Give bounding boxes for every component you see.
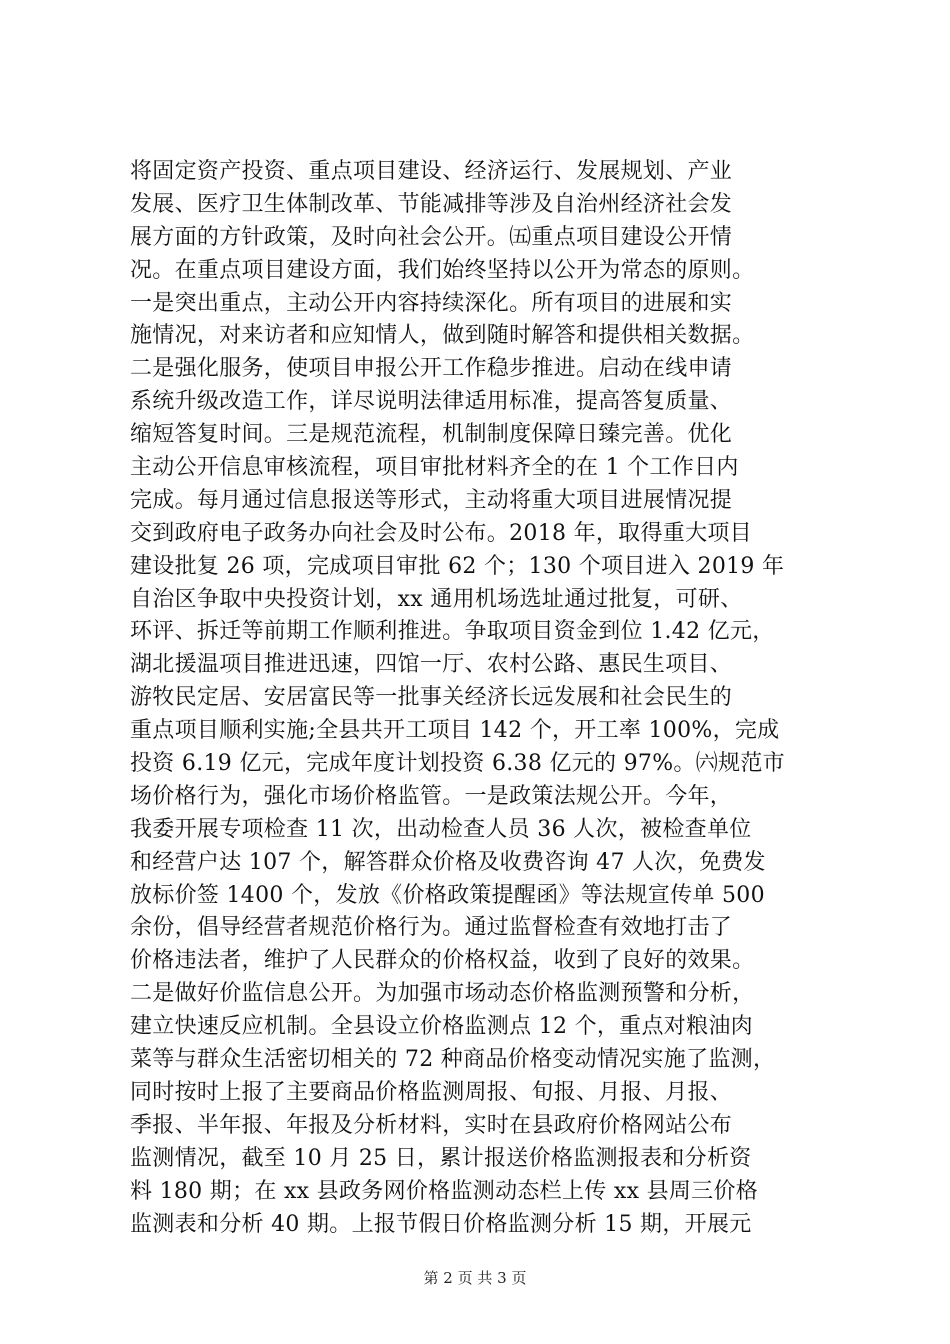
text-line: 我委开展专项检查 11 次，出动检查人员 36 人次，被检查单位 (130, 816, 752, 842)
text-line: 一是突出重点，主动公开内容持续深化。所有项目的进展和实 (130, 290, 733, 316)
text-line: 料 180 期；在 xx 县政务网价格监测动态栏上传 xx 县周三价格 (130, 1178, 759, 1204)
text-line: 系统升级改造工作，详尽说明法律适用标准，提高答复质量、 (130, 389, 733, 415)
text-line: 和经营户达 107 个，解答群众价格及收费咨询 47 人次，免费发 (130, 849, 766, 875)
text-line: 湖北援温项目推进迅速，四馆一厅、农村公路、惠民生项目、 (130, 652, 733, 678)
text-line: 同时按时上报了主要商品价格监测周报、旬报、月报、月报、 (130, 1079, 733, 1105)
text-line: 自治区争取中央投资计划，xx 通用机场选址通过批复，可研、 (130, 586, 743, 612)
text-line: 施情况，对来访者和应知情人，做到随时解答和提供相关数据。 (130, 323, 755, 349)
text-line: 投资 6.19 亿元，完成年度计划投资 6.38 亿元的 97%。㈥规范市 (130, 751, 785, 777)
text-line: 交到政府电子政务办向社会及时公布。2018 年，取得重大项目 (130, 520, 752, 546)
text-line: 游牧民定居、安居富民等一批事关经济长远发展和社会民生的 (130, 685, 733, 711)
text-line: 建立快速反应机制。全县设立价格监测点 12 个，重点对粮油肉 (130, 1014, 753, 1040)
text-line: 环评、拆迁等前期工作顺利推进。争取项目资金到位 1.42 亿元， (130, 619, 775, 645)
text-line: 菜等与群众生活密切相关的 72 种商品价格变动情况实施了监测， (130, 1047, 776, 1073)
text-line: 季报、半年报、年报及分析材料，实时在县政府价格网站公布 (130, 1112, 733, 1138)
text-line: 二是强化服务，使项目申报公开工作稳步推进。启动在线申请 (130, 356, 733, 382)
text-line: 价格违法者，维护了人民群众的价格权益，收到了良好的效果。 (130, 948, 755, 974)
text-line: 缩短答复时间。三是规范流程，机制制度保障日臻完善。优化 (130, 422, 733, 448)
text-line: 场价格行为，强化市场价格监管。一是政策法规公开。今年， (130, 783, 733, 809)
text-line: 发展、医疗卫生体制改革、节能减排等涉及自治州经济社会发 (130, 191, 733, 217)
text-line: 放标价签 1400 个，发放《价格政策提醒函》等法规宣传单 500 (130, 882, 765, 908)
text-line: 况。在重点项目建设方面，我们始终坚持以公开为常态的原则。 (130, 257, 755, 283)
page-number-footer: 第 2 页 共 3 页 (423, 1269, 527, 1287)
text-line: 将固定资产投资、重点项目建设、经济运行、发展规划、产业 (130, 159, 733, 184)
text-line: 监测情况，截至 10 月 25 日，累计报送价格监测报表和分析资 (130, 1145, 752, 1171)
body-text (130, 156, 830, 1241)
text-line: 完成。每月通过信息报送等形式，主动将重大项目进展情况提 (130, 487, 733, 513)
text-line: 展方面的方针政策，及时向社会公开。㈤重点项目建设公开情 (130, 224, 733, 250)
text-line: 二是做好价监信息公开。为加强市场动态价格监测预警和分析， (130, 981, 755, 1007)
text-line: 监测表和分析 40 期。上报节假日价格监测分析 15 期，开展元 (130, 1211, 752, 1237)
text-line: 建设批复 26 项，完成项目审批 62 个；130 个项目进入 2019 年 (130, 553, 785, 579)
text-line: 重点项目顺利实施;全县共开工项目 142 个，开工率 100%，完成 (130, 718, 780, 744)
text-line: 余份，倡导经营者规范价格行为。通过监督检查有效地打击了 (130, 915, 733, 941)
text-line: 主动公开信息审核流程，项目审批材料齐全的在 1 个工作日内 (130, 455, 739, 481)
